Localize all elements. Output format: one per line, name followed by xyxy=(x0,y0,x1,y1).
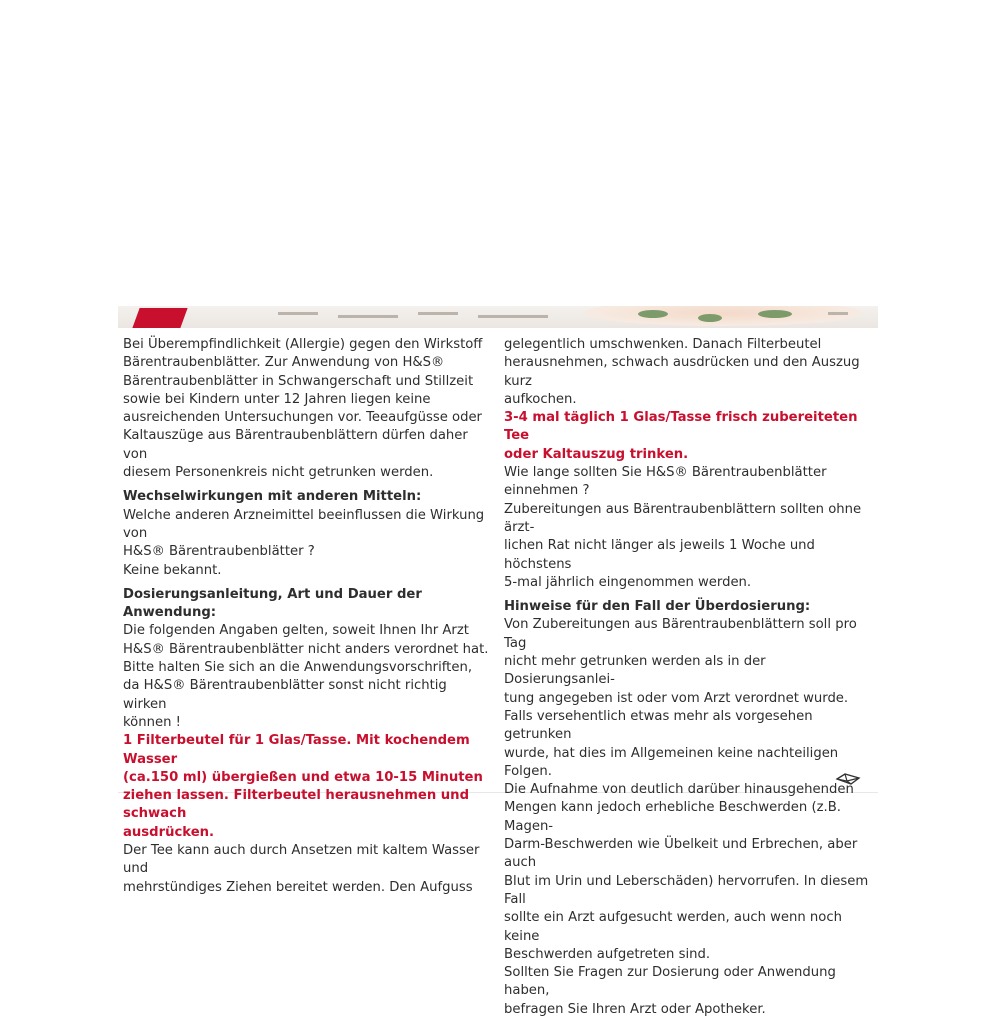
text-line: 5-mal jährlich eingenommen werden. xyxy=(504,574,752,590)
leaf-image xyxy=(638,310,668,318)
text-line: gelegentlich umschwenken. Danach Filterbeutel xyxy=(504,337,822,352)
strip-text-mark xyxy=(478,315,548,318)
text-line: Beschwerden aufgetreten sind. xyxy=(504,946,711,962)
text-line: können ! xyxy=(123,714,181,730)
text-line: Kaltauszüge aus Bärentraubenblättern dürfen daher von xyxy=(123,428,468,462)
text-line: mehrstündiges Ziehen bereitet werden. Den Aufguss xyxy=(123,879,473,895)
dosierung-paragraph xyxy=(123,622,493,732)
heading-dosierung: Dosierungsanleitung, Art und Dauer der Anwendung: xyxy=(123,586,422,621)
text-line: da H&S® Bärentraubenblätter sonst nicht richtig wirken xyxy=(123,678,447,712)
strip-text-mark xyxy=(278,312,318,315)
text-column-left xyxy=(123,336,493,897)
text-line: Die Aufnahme von deutlich darüber hinausgehenden xyxy=(504,782,854,798)
text-line: nicht mehr getrunken werden als in der Dosierungsanlei- xyxy=(504,654,766,688)
text-line: Blut im Urin und Leberschäden) hervorrufen. In diesem Fall xyxy=(504,873,869,907)
text-line: H&S® Bärentraubenblätter ? xyxy=(123,544,315,560)
continuation-paragraph xyxy=(504,336,874,409)
strip-text-mark xyxy=(418,312,458,315)
text-line: Wie lange sollten Sie H&S® Bärentraubenblätter xyxy=(504,465,827,481)
text-line: ziehen lassen. Filterbeutel herausnehmen und schwach xyxy=(123,788,470,822)
text-line: Zubereitungen aus Bärentraubenblättern sollten ohne ärzt- xyxy=(504,501,862,535)
text-line: Darm-Beschwerden wie Übelkeit und Erbrechen, aber auch xyxy=(504,837,858,871)
preparation-instructions xyxy=(123,732,493,842)
package-top-edge xyxy=(118,306,878,328)
leaf-image xyxy=(758,310,792,318)
text-line: aufkochen. xyxy=(504,391,577,407)
turn-page-icon xyxy=(835,772,861,786)
text-line: herausnehmen, schwach ausdrücken und den Auszug kurz xyxy=(504,355,860,389)
text-line: Keine bekannt. xyxy=(123,562,222,578)
strip-text-mark xyxy=(828,312,848,315)
text-line: Welche anderen Arzneimittel beeinflussen die Wirkung von xyxy=(123,507,485,541)
text-line: Der Tee kann auch durch Ansetzen mit kaltem Wasser und xyxy=(123,843,480,877)
text-line: Bärentraubenblätter in Schwangerschaft und Stillzeit xyxy=(123,373,474,389)
text-line: tung angegeben ist oder vom Arzt verordnet wurde. xyxy=(504,690,849,706)
ueberdosierung-paragraph xyxy=(504,616,874,1019)
text-line: befragen Sie Ihren Arzt oder Apotheker. xyxy=(504,1001,766,1017)
text-line: einnehmen ? xyxy=(504,483,590,499)
text-line: Bitte halten Sie sich an die Anwendungsvorschriften, xyxy=(123,660,473,676)
wechselwirkungen-paragraph xyxy=(123,507,493,580)
text-line: Von Zubereitungen aus Bärentraubenblättern soll pro Tag xyxy=(504,617,857,651)
text-line: diesem Personenkreis nicht getrunken werden. xyxy=(123,465,434,481)
heading-wechselwirkungen: Wechselwirkungen mit anderen Mitteln: xyxy=(123,489,422,505)
text-line: Mengen kann jedoch erhebliche Beschwerden (z.B. Magen- xyxy=(504,800,841,834)
text-line: (ca.150 ml) übergießen und etwa 10-15 Minuten xyxy=(123,769,483,785)
intro-paragraph xyxy=(123,336,493,482)
text-line: H&S® Bärentraubenblätter nicht anders verordnet hat. xyxy=(123,641,489,657)
brand-logo-strip xyxy=(132,308,187,328)
text-line: Die folgenden Angaben gelten, soweit Ihnen Ihr Arzt xyxy=(123,623,469,639)
text-line: wurde, hat dies im Allgemeinen keine nachteiligen Folgen. xyxy=(504,745,839,779)
text-line: ausreichenden Untersuchungen vor. Teeaufgüsse oder xyxy=(123,410,482,426)
text-column-right xyxy=(504,336,874,1019)
text-line: oder Kaltauszug trinken. xyxy=(504,446,689,462)
strip-text-mark xyxy=(338,315,398,318)
leaf-image xyxy=(698,314,722,322)
text-line: 3-4 mal täglich 1 Glas/Tasse frisch zubereiteten Tee xyxy=(504,410,858,444)
text-line: sowie bei Kindern unter 12 Jahren liegen keine xyxy=(123,391,431,407)
text-line: sollte ein Arzt aufgesucht werden, auch wenn noch keine xyxy=(504,910,842,944)
duration-paragraph xyxy=(504,464,874,592)
text-line: Bei Überempfindlichkeit (Allergie) gegen den Wirkstoff xyxy=(123,337,483,352)
daily-dosage xyxy=(504,409,874,464)
cold-preparation-paragraph xyxy=(123,842,493,897)
plate-image xyxy=(583,306,863,326)
heading-ueberdosierung: Hinweise für den Fall der Überdosierung: xyxy=(504,599,811,615)
text-line: Bärentraubenblätter. Zur Anwendung von H&S® xyxy=(123,355,445,371)
text-line: ausdrücken. xyxy=(123,824,215,840)
text-line: 1 Filterbeutel für 1 Glas/Tasse. Mit kochendem Wasser xyxy=(123,733,470,767)
text-line: Sollten Sie Fragen zur Dosierung oder Anwendung haben, xyxy=(504,965,836,999)
text-line: Falls versehentlich etwas mehr als vorgesehen getrunken xyxy=(504,708,813,743)
text-line: lichen Rat nicht länger als jeweils 1 Woche und höchstens xyxy=(504,538,815,572)
